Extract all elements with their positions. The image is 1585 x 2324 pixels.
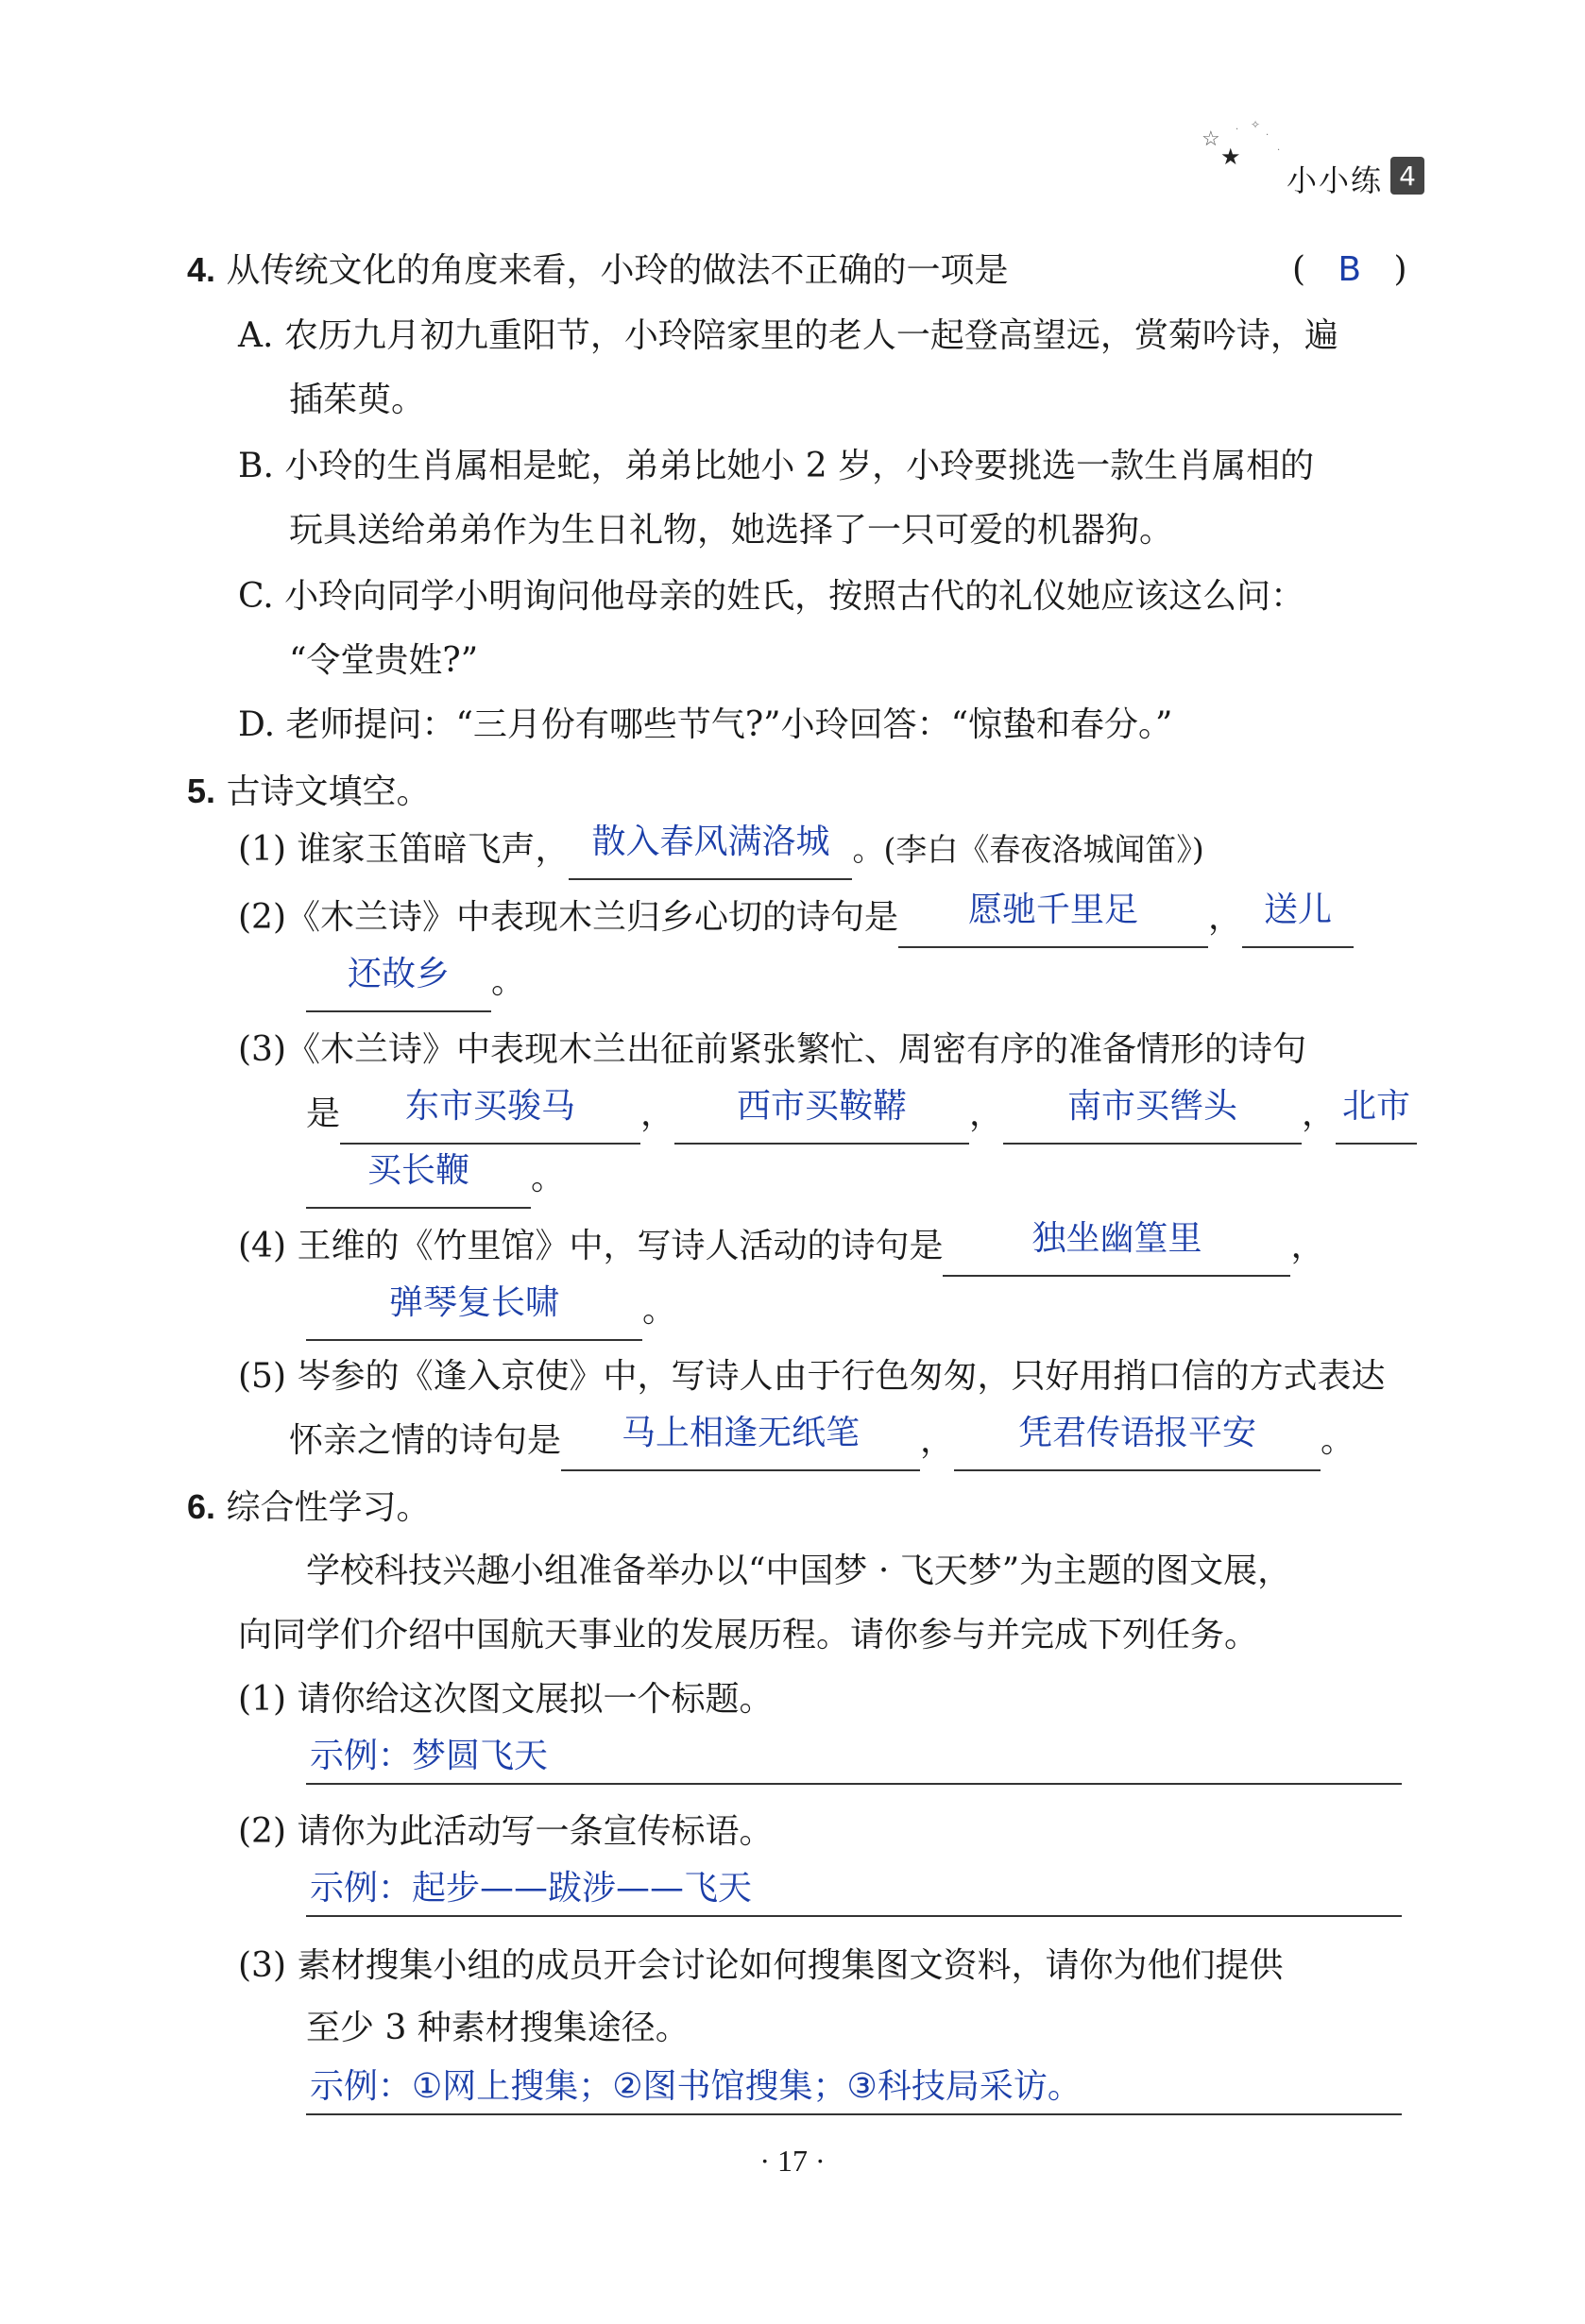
q5-sub4: (4) 王维的《竹里馆》中，写诗人活动的诗句是 独坐幽篁里 ， bbox=[238, 1224, 1324, 1277]
q4-option-b-line2: 玩具送给弟弟作为生日礼物，她选择了一只可爱的机器狗。 bbox=[289, 511, 1174, 550]
q5-3-blank4a: 北市 bbox=[1336, 1094, 1417, 1145]
q4-stem: 4. 从传统文化的角度来看，小玲的做法不正确的一项是 bbox=[187, 250, 1009, 290]
series-label: 小小练 bbox=[1286, 162, 1383, 198]
q4-option-b-line1: B. 小玲的生肖属相是蛇，弟弟比她小 2 岁，小玲要挑选一款生肖属相的 bbox=[238, 447, 1315, 485]
q6-task3-answer: 示例：①网上搜集；②图书馆搜集；③科技局采访。 bbox=[310, 2067, 1082, 2106]
q6-task3-line2: 至少 3 种素材搜集途径。 bbox=[306, 2009, 690, 2047]
q6-task2: (2) 请你为此活动写一条宣传标语。 bbox=[238, 1812, 774, 1851]
q5-2-blank2a: 送儿 bbox=[1242, 897, 1354, 948]
series-badge: 4 bbox=[1390, 157, 1424, 195]
q5-2-blank1: 愿驰千里足 bbox=[898, 897, 1208, 948]
q5-4-blank1: 独坐幽篁里 bbox=[943, 1226, 1290, 1277]
q6-task1-line bbox=[306, 1783, 1402, 1785]
svg-text:·: · bbox=[1277, 145, 1281, 156]
svg-text:★: ★ bbox=[1220, 144, 1241, 168]
q6-task3-line bbox=[306, 2113, 1402, 2115]
q6-stem: 6. 综合性学习。 bbox=[187, 1487, 431, 1527]
q5-sub3-cont2: 买长鞭 。 bbox=[306, 1156, 565, 1209]
q5-5-blank1: 马上相逢无纸笔 bbox=[561, 1420, 920, 1471]
q5-3-blank1: 东市买骏马 bbox=[340, 1094, 640, 1145]
q5-sub5-cont: 怀亲之情的诗句是 马上相逢无纸笔 ， 凭君传语报平安 。 bbox=[289, 1418, 1355, 1471]
svg-text:✧: ✧ bbox=[1251, 118, 1261, 131]
q4-option-a-line1: A. 农历九月初九重阳节，小玲陪家里的老人一起登高望远，赏菊吟诗，遍 bbox=[238, 316, 1338, 355]
q6-intro-line1: 学校科技兴趣小组准备举办以“中国梦 · 飞天梦”为主题的图文展， bbox=[306, 1552, 1292, 1590]
q6-task3-line1: (3) 素材搜集小组的成员开会讨论如何搜集图文资料，请你为他们提供 bbox=[238, 1946, 1284, 1985]
q4-option-d-line1: D. 老师提问：“三月份有哪些节气?”小玲回答：“惊蛰和春分。” bbox=[238, 705, 1173, 744]
q5-1-blank: 散入春风满洛城 bbox=[569, 829, 852, 880]
page-header bbox=[1198, 111, 1424, 202]
q5-sub5: (5) 岑参的《逢入京使》中，写诗人由于行色匆匆，只好用捎口信的方式表达 bbox=[238, 1357, 1386, 1396]
q6-task1-answer: 示例：梦圆飞天 bbox=[310, 1737, 549, 1775]
q4-option-c-line1: C. 小玲向同学小明询问他母亲的姓氏，按照古代的礼仪她应该这么问： bbox=[238, 577, 1305, 616]
q5-sub3: (3)《木兰诗》中表现木兰出征前紧张繁忙、周密有序的准备情形的诗句 bbox=[238, 1030, 1306, 1069]
q6-task1: (1) 请你给这次图文展拟一个标题。 bbox=[238, 1680, 774, 1719]
q5-3-blank3: 南市买辔头 bbox=[1003, 1094, 1302, 1145]
q4-answer-bracket: ( B ) bbox=[1292, 250, 1407, 289]
q6-task2-line bbox=[306, 1915, 1402, 1917]
q5-4-blank2: 弹琴复长啸 bbox=[306, 1290, 642, 1341]
q5-sub2-cont: 还故乡 。 bbox=[306, 959, 525, 1012]
page-number: · 17 · bbox=[759, 2144, 826, 2178]
q6-intro-line2: 向同学们介绍中国航天事业的发展历程。请你参与并完成下列任务。 bbox=[238, 1616, 1259, 1654]
q5-stem: 5. 古诗文填空。 bbox=[187, 772, 431, 811]
q5-sub4-cont: 弹琴复长啸 。 bbox=[306, 1288, 676, 1341]
q4-option-c-line2: “令堂贵姓?” bbox=[289, 641, 479, 680]
svg-text:·: · bbox=[1266, 130, 1270, 141]
q5-sub2: (2)《木兰诗》中表现木兰归乡心切的诗句是 愿驰千里足 ， 送儿 bbox=[238, 895, 1354, 948]
q6-task2-answer: 示例：起步——跋涉——飞天 bbox=[310, 1869, 753, 1908]
q5-2-blank2b: 还故乡 bbox=[306, 961, 491, 1012]
q5-5-blank2: 凭君传语报平安 bbox=[954, 1420, 1321, 1471]
q4-answer: B bbox=[1338, 250, 1362, 289]
q5-3-blank2: 西市买鞍鞯 bbox=[674, 1094, 969, 1145]
q5-sub3-cont: 是 东市买骏马 ， 西市买鞍鞯 ， 南市买辔头 ， 北市 bbox=[306, 1092, 1417, 1145]
q5-3-blank4b: 买长鞭 bbox=[306, 1158, 531, 1209]
q5-sub1: (1) 谁家玉笛暗飞声， 散入春风满洛城 。(李白《春夜洛城闻笛》) bbox=[238, 827, 1204, 880]
svg-text:·: · bbox=[1236, 125, 1239, 135]
svg-text:☆: ☆ bbox=[1202, 127, 1220, 151]
q4-option-a-line2: 插茱萸。 bbox=[289, 381, 426, 419]
